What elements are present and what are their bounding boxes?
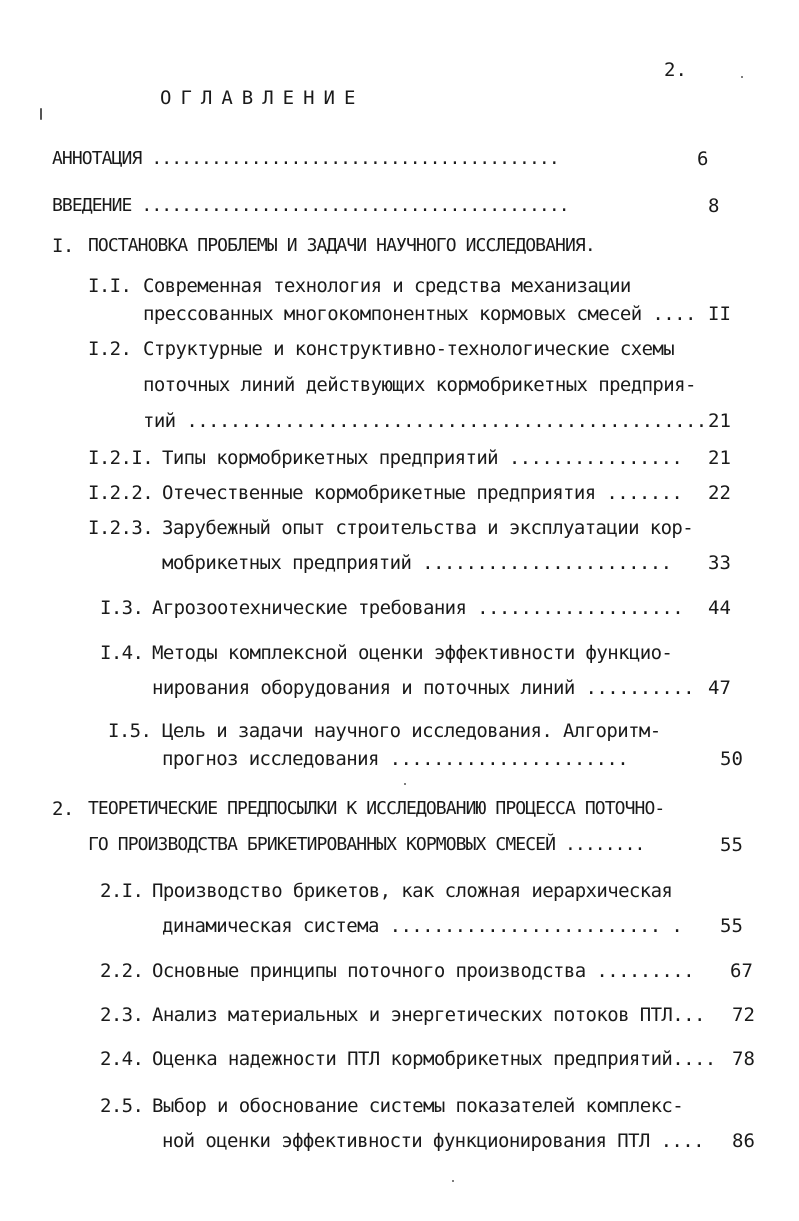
page-title: ОГЛАВЛЕНИЕ [160, 87, 365, 109]
toc-entry-text: Цель и задачи научного исследования. Алгоритм- [162, 720, 661, 742]
toc-entry-page: 21 [708, 410, 731, 432]
toc-entry-text: прогноз исследования ...................... [162, 748, 629, 770]
page-number: 2. [664, 59, 687, 81]
toc-entry-page: 44 [708, 597, 731, 619]
toc-entry-page: 22 [708, 482, 731, 504]
toc-entry-number: I.3. [100, 597, 144, 619]
toc-entry-number: I. [52, 235, 74, 257]
toc-entry-page: 6 [697, 148, 709, 170]
toc-entry-number: I.2. [88, 338, 132, 360]
toc-entry-text: Производство брикетов, как сложная иерархическая [152, 880, 673, 902]
toc-entry-text: Методы комплексной оценки эффективности функцио- [152, 642, 673, 664]
toc-entry-page: 78 [732, 1048, 755, 1070]
toc-entry-number: I.2.I. [88, 447, 154, 469]
toc-entry-text: Зарубежный опыт строительства и эксплуатации кор- [162, 517, 694, 539]
toc-entry-page: 55 [720, 915, 743, 937]
toc-entry-number: 2.3. [100, 1004, 144, 1026]
toc-entry-text: Современная технология и средства механизации [143, 275, 631, 297]
toc-entry-text: АННОТАЦИЯ ......................................... [52, 148, 559, 169]
toc-entry-text: ПОСТАНОВКА ПРОБЛЕМЫ И ЗАДАЧИ НАУЧНОГО ИССЛЕДОВАНИЯ. [88, 235, 595, 256]
toc-entry-page: 72 [732, 1004, 755, 1026]
toc-entry-number: I.2.3. [88, 517, 154, 539]
toc-entry-text: тий ................................................ [143, 410, 707, 432]
toc-entry-number: 2.2. [100, 960, 144, 982]
toc-entry-page: 8 [708, 195, 720, 217]
toc-entry-page: II [708, 303, 731, 325]
toc-entry-number: I.I. [88, 275, 132, 297]
toc-entry-number: 2. [52, 798, 74, 820]
toc-entry-number: I.4. [100, 642, 144, 664]
toc-entry-page: 55 [720, 834, 743, 856]
toc-entry-text: Агрозоотехнические требования ................... [152, 597, 684, 619]
toc-entry-page: 21 [708, 447, 731, 469]
scan-speck [404, 783, 406, 785]
toc-entry-page: 33 [708, 552, 731, 574]
toc-entry-text: прессованных многокомпонентных кормовых смесей .... [143, 303, 696, 325]
toc-entry-text: ГО ПРОИЗВОДСТВА БРИКЕТИРОВАННЫХ КОРМОВЫХ СМЕСЕЙ ........ [88, 834, 645, 855]
toc-entry-text: Отечественные кормобрикетные предприятия ....... [162, 482, 683, 504]
toc-entry-text: Выбор и обоснование системы показателей комплекс- [152, 1095, 684, 1117]
toc-entry-text: поточных линий действующих кормобрикетных предприя- [143, 374, 696, 396]
toc-entry-page: 47 [708, 677, 731, 699]
toc-entry-text: динамическая система ......................... . [162, 915, 683, 937]
scan-speck [452, 1180, 454, 1182]
scan-speck [741, 76, 743, 78]
toc-entry-text: нирования оборудования и поточных линий .......... [152, 677, 694, 699]
toc-entry-text: Основные принципы поточного производства ......... [152, 960, 694, 982]
scan-speck [40, 108, 42, 120]
toc-entry-text: Структурные и конструктивно-технологические схемы [143, 338, 675, 360]
toc-entry-page: 50 [720, 748, 743, 770]
toc-entry-text: Оценка надежности ПТЛ кормобрикетных предприятий.... [152, 1048, 716, 1070]
toc-entry-number: I.2.2. [88, 482, 154, 504]
toc-entry-text: ТЕОРЕТИЧЕСКИЕ ПРЕДПОСЫЛКИ К ИССЛЕДОВАНИЮ ПРОЦЕССА ПОТОЧНО- [88, 798, 665, 819]
toc-entry-number: 2.4. [100, 1048, 144, 1070]
toc-entry-text: Анализ материальных и энергетических потоков ПТЛ... [152, 1004, 705, 1026]
toc-entry-number: I.5. [108, 720, 152, 742]
toc-entry-text: мобрикетных предприятий ....................... [162, 552, 672, 574]
toc-entry-text: ВВЕДЕНИЕ ........................................... [52, 195, 569, 216]
toc-entry-number: 2.5. [100, 1095, 144, 1117]
toc-entry-number: 2.I. [100, 880, 144, 902]
toc-entry-page: 67 [730, 960, 753, 982]
toc-entry-text: ной оценки эффективности функционирования ПТЛ .... [162, 1130, 704, 1152]
toc-entry-page: 86 [732, 1130, 755, 1152]
toc-entry-text: Типы кормобрикетных предприятий ................ [162, 447, 683, 469]
